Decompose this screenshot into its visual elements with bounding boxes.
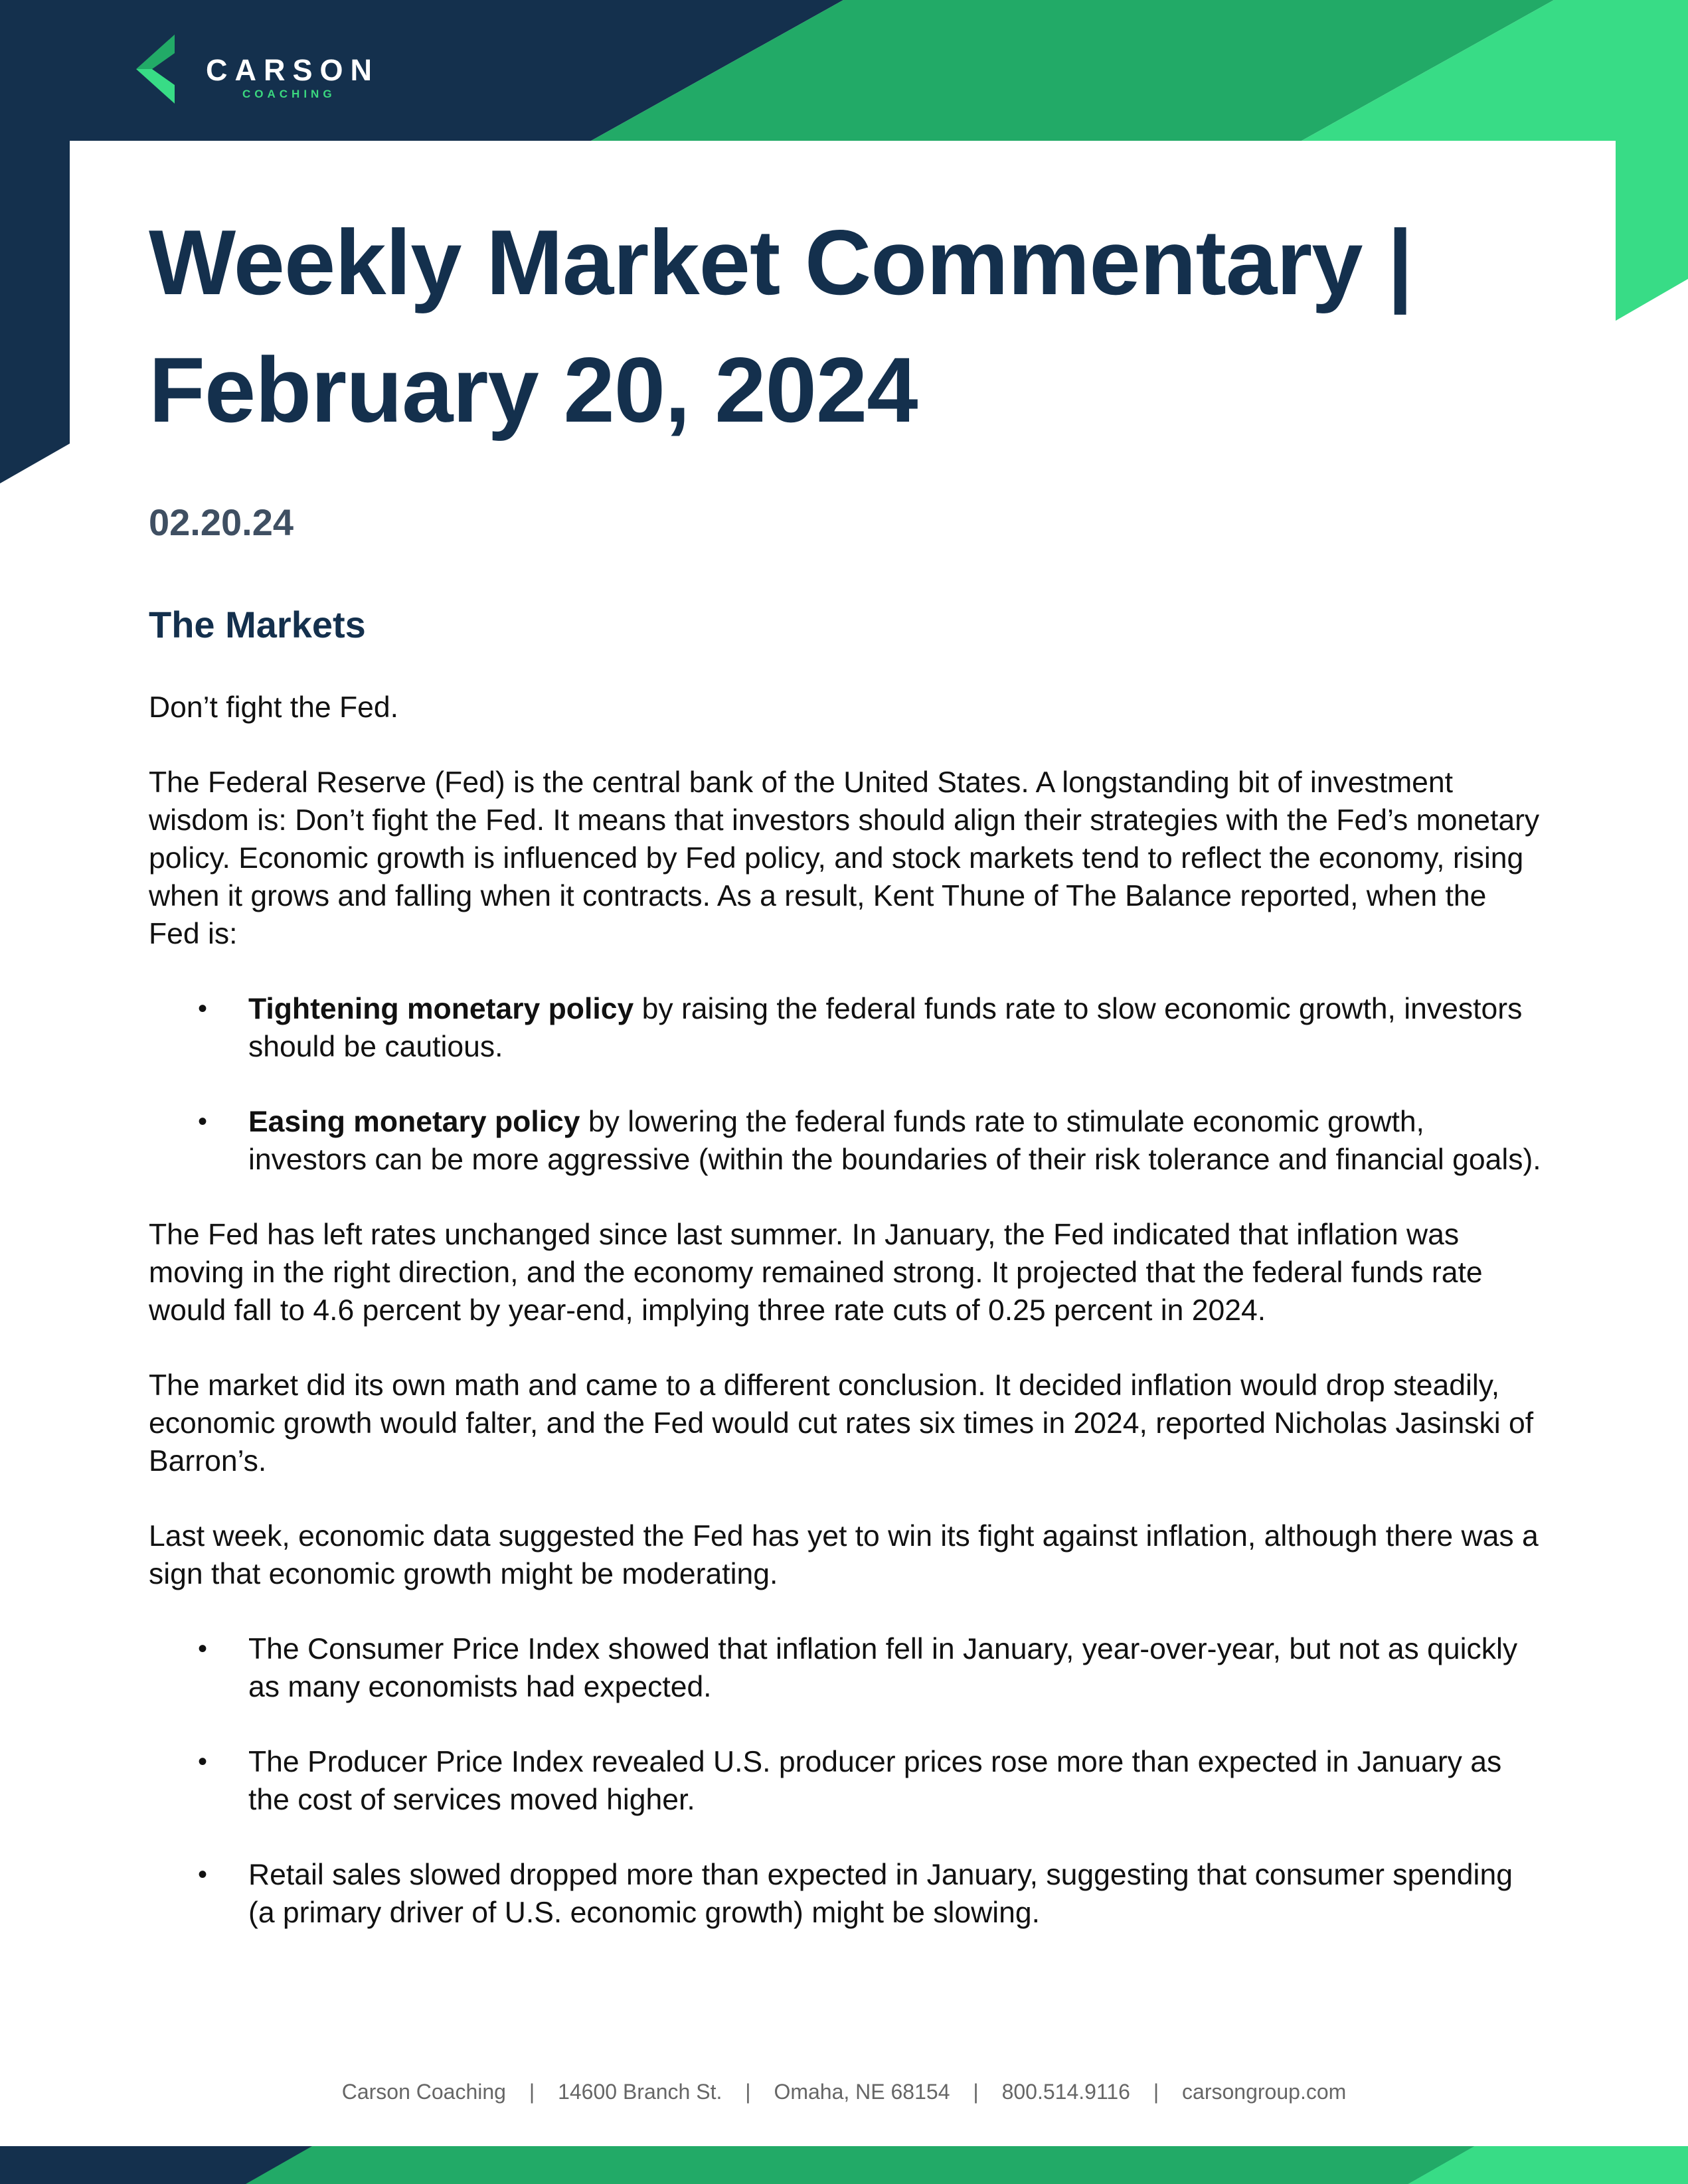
bullet-text: Retail sales slowed dropped more than expected in January, suggesting that consumer spending (a primary driver of U.S. economic growth) might be slowing.: [248, 1859, 1513, 1929]
section-heading: The Markets: [149, 604, 366, 645]
footer-city: Omaha, NE 68154: [774, 2080, 950, 2104]
policy-bullet-list: [149, 990, 1543, 1179]
data-bullet-list: [149, 1630, 1543, 1932]
footer-separator: |: [1153, 2080, 1159, 2104]
footer-company: Carson Coaching: [341, 2080, 506, 2104]
list-item: [149, 1103, 1543, 1179]
bullet-text: The Consumer Price Index showed that inflation fell in January, year-over-year, but not as quickly as many economists had expected.: [248, 1633, 1518, 1703]
banner-navy-left-strip: [0, 141, 70, 483]
paragraph-fed-overview: The Federal Reserve (Fed) is the central bank of the United States. A longstanding bit of investment wisdom is: Don’t fight the Fed. It means that investors should align their strategies with the Fed’s monetary policy. Economic growth is influenced by Fed policy, and stock markets tend to reflect the economy, rising when it grows and falling when it contracts. As a result, Kent Thune of The Balance reported, when the Fed is:: [149, 766, 1540, 950]
bullet-text: by raising the federal funds rate to slow economic growth, investors should be cautious.: [248, 993, 1523, 1063]
bullet-icon: •: [198, 1634, 208, 1663]
bullet-text: The Producer Price Index revealed U.S. producer prices rose more than expected in January as the cost of services moved higher.: [248, 1746, 1502, 1816]
footer-separator: |: [529, 2080, 535, 2104]
footer-website: carsongroup.com: [1182, 2080, 1347, 2104]
bullet-icon: •: [198, 994, 208, 1023]
bullet-bold-term: Tightening monetary policy: [248, 993, 634, 1025]
logo-chevron-icon: [136, 35, 179, 104]
page-title: [149, 199, 1543, 454]
title-line-2: February 20, 2024: [149, 339, 918, 442]
bullet-icon: •: [198, 1747, 208, 1776]
bullet-icon: •: [198, 1107, 208, 1136]
footer-separator: |: [745, 2080, 751, 2104]
logo-subtitle: COACHING: [242, 88, 336, 100]
logo-wordmark: CARSON: [206, 53, 380, 87]
footer-separator: |: [973, 2080, 979, 2104]
bullet-text: by lowering the federal funds rate to stimulate economic growth, investors can be more aggressive (within the boundaries of their risk tolerance and financial goals).: [248, 1106, 1541, 1176]
footer-contact: [0, 2080, 1688, 2104]
bullet-bold-term: Easing monetary policy: [248, 1106, 580, 1138]
paragraph-fed-rates: The Fed has left rates unchanged since last summer. In January, the Fed indicated that inflation was moving in the right direction, and the economy remained strong. It projected that the federal funds rate would fall to 4.6 percent by year-end, implying three rate cuts of 0.25 percent in 2024.: [149, 1218, 1483, 1327]
intro-paragraph: Don’t fight the Fed.: [149, 691, 398, 724]
footer-phone: 800.514.9116: [1001, 2080, 1130, 2104]
paragraph-market-math: The market did its own math and came to a different conclusion. It decided inflation would drop steadily, economic growth would falter, and the Fed would cut rates six times in 2024, reported Nicholas Jasinski of Barron’s.: [149, 1369, 1534, 1477]
carson-logo: [136, 35, 415, 108]
list-item: [149, 1630, 1543, 1706]
paragraph-economic-data: Last week, economic data suggested the Fed has yet to win its fight against inflation, although there was a sign that economic growth might be moderating.: [149, 1520, 1539, 1590]
document-body: [149, 199, 1543, 1932]
list-item: [149, 990, 1543, 1066]
publish-date: 02.20.24: [149, 501, 294, 543]
list-item: [149, 1856, 1543, 1932]
bullet-icon: •: [198, 1860, 208, 1889]
footer-band: [0, 2146, 1688, 2184]
footer-street: 14600 Branch St.: [558, 2080, 722, 2104]
list-item: [149, 1743, 1543, 1819]
title-line-1: Weekly Market Commentary |: [149, 211, 1413, 314]
